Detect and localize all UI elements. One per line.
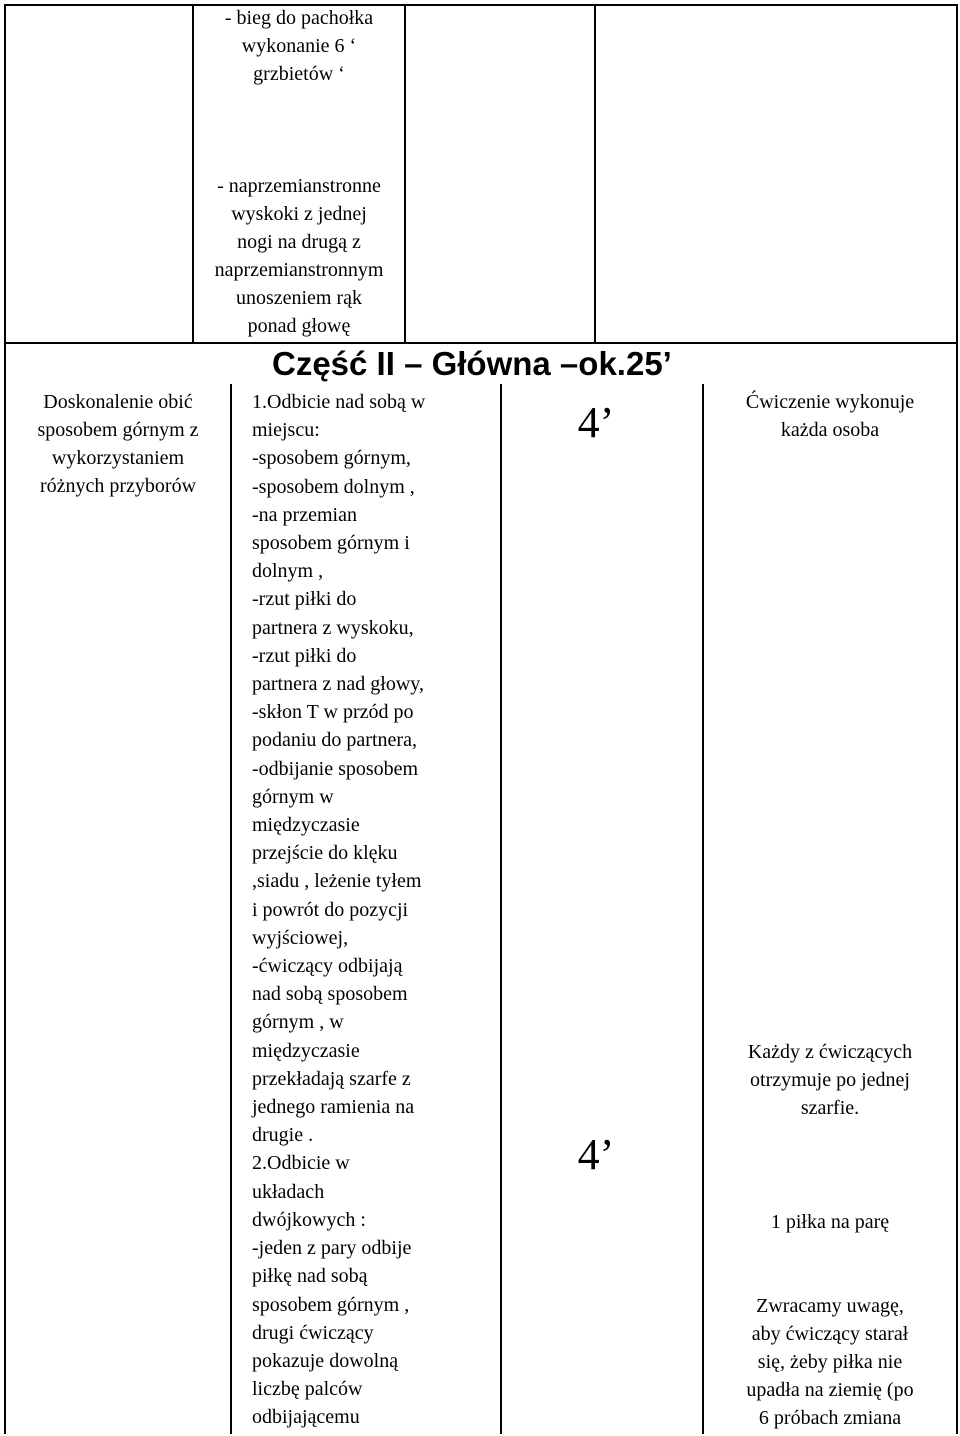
step-line: -sposobem górnym, [252,447,411,470]
step-line: ,siadu , leżenie tyłem [252,870,422,893]
column-divider-2-top [404,4,406,344]
step-line: -ćwiczący odbijają [252,955,403,978]
text-line: - bieg do pachołka [224,7,374,29]
text-line: nogi na drugą z [237,231,361,253]
text-line: szarfie. [800,1097,860,1119]
goal-cell [6,388,230,500]
text-line [194,144,404,172]
text-line: wykorzystaniem [51,447,185,469]
column-divider-3-top [594,4,596,344]
exercise-steps-cell [252,388,500,1432]
text-line: 1 piłka na parę [770,1211,890,1233]
step-line: -odbijanie sposobem [252,757,419,780]
text-line: Ćwiczenie wykonuje [745,391,915,413]
step-line: odbijającemu [252,1406,360,1429]
step-line: 2.Odbicie w [252,1152,350,1175]
text-line: unoszeniem rąk [235,287,363,309]
text-line: Każdy z ćwiczących [747,1041,913,1063]
step-line: wyjściowej, [252,926,349,949]
step-line: miejscu: [252,419,320,442]
step-line: dwójkowych : [252,1208,366,1231]
step-line: drugi ćwiczący [252,1321,374,1344]
step-line: dolnym , [252,560,324,583]
duration-1: 4’ [577,398,615,447]
note-every-person [704,388,956,444]
step-line: piłkę nad sobą [252,1265,368,1288]
text-line: ponad głowę [247,315,351,337]
text-line: Zwracamy uwagę, [756,1295,904,1317]
step-line: przekładają szarfe z [252,1067,411,1090]
section-heading: Część II – Główna –ok.25’ [272,345,672,382]
step-line: sposobem górnym i [252,532,410,555]
step-line: górnym , w [252,1011,344,1034]
table-border-left [4,4,6,1434]
table-border-right [956,4,958,1434]
text-line [194,116,404,144]
step-line: układach [252,1180,325,1203]
text-line: grzbietów ‘ [253,63,345,85]
text-line: sposobem górnym z [37,419,199,441]
step-line: jednego ramienia na [252,1096,415,1119]
step-line: -sposobem dolnym , [252,475,415,498]
text-line: naprzemianstronnym [214,259,384,281]
top-exercise-cell [194,4,404,340]
text-line [194,88,404,116]
text-line: otrzymuje po jednej [750,1069,910,1091]
text-line: upadła na ziemię (po [746,1379,914,1401]
column-divider-1-main [230,384,232,1434]
step-line: podaniu do partnera, [252,729,417,752]
table-border-top [4,4,958,6]
step-line: liczbę palców [252,1378,363,1401]
step-line: nad sobą sposobem [252,983,408,1006]
text-line: wyskoki z jednej [231,203,367,225]
text-line: - naprzemianstronne [217,175,381,197]
step-line: -na przemian [252,503,357,526]
column-divider-2-main [500,384,502,1434]
step-line: drugie . [252,1124,314,1147]
note-scarf [704,1038,956,1122]
step-line: partnera z wyskoku, [252,616,414,639]
text-line: różnych przyborów [39,475,197,497]
text-line: każda osoba [780,419,880,441]
note-ball-per-pair [704,1208,956,1236]
text-line: się, żeby piłka nie [757,1351,903,1373]
text-line: Doskonalenie obić [43,391,193,413]
step-line: -skłon T w przód po [252,701,414,724]
note-attention [704,1292,956,1432]
step-line: 1.Odbicie nad sobą w [252,391,426,413]
step-line: pokazuje dowolną [252,1349,399,1372]
text-line: aby ćwiczący starał [751,1323,909,1345]
step-line: sposobem górnym , [252,1293,410,1316]
step-line: górnym w [252,785,334,808]
step-line: międzyczasie [252,1039,360,1062]
text-line: wykonanie 6 ‘ [241,35,357,57]
step-line: partnera z nad głowy, [252,673,424,696]
text-line: 6 próbach zmiana [758,1407,902,1429]
column-divider-3-main [702,384,704,1434]
step-line: międzyczasie [252,814,360,837]
step-line: -rzut piłki do [252,644,357,667]
step-line: -jeden z pary odbije [252,1237,412,1260]
step-line: i powrót do pozycji [252,898,409,921]
step-line: -rzut piłki do [252,588,357,611]
step-line: przejście do klęku [252,842,398,865]
duration-2: 4’ [577,1130,615,1179]
